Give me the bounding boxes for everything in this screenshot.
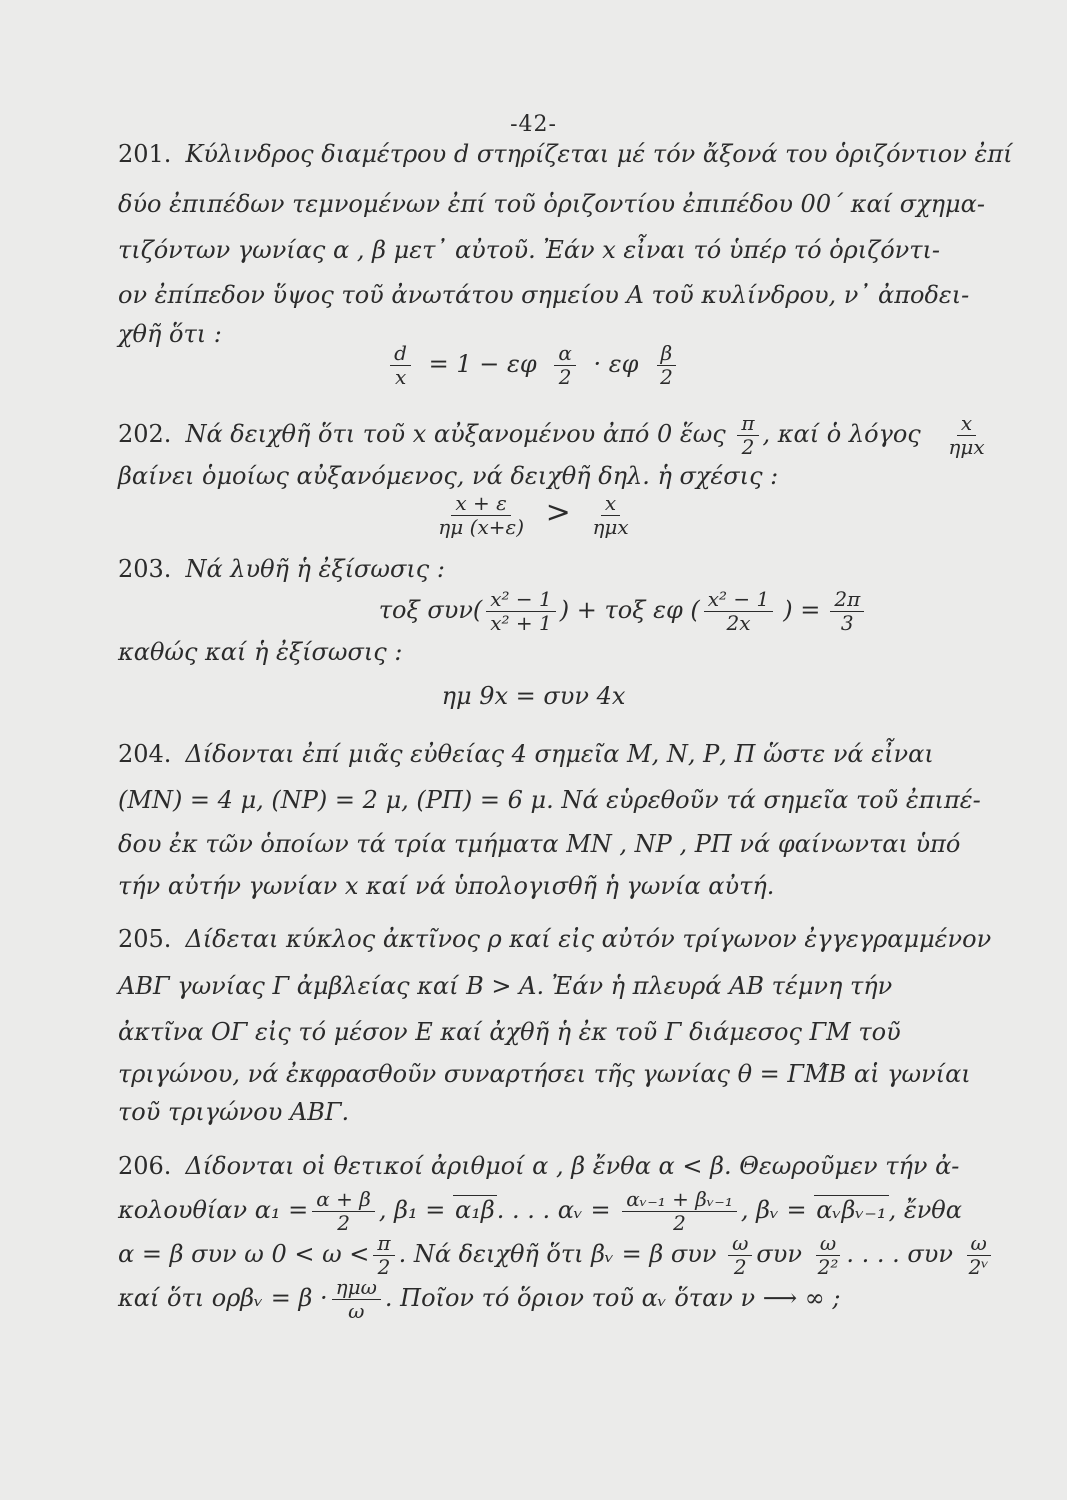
problem-206-line-1: 206. Δίδονται οἱ θετικοί ἀριθμοί α , β ἔνθα α < β. Θεωροῦμεν τήν ἀ- <box>118 1152 960 1180</box>
problem-204-line-1: 204. Δίδονται ἐπί μιᾶς εὐθείας 4 σημεῖα Μ, Ν, Ρ, Π ὥστε νά εἶναι <box>118 740 934 768</box>
problem-204-line-3: δου ἐκ τῶν ὁποίων τά τρία τμήματα ΜΝ , ΝΡ , ΡΠ νά φαίνωνται ὑπό <box>118 830 961 858</box>
problem-205-line-4: τριγώνου, νά ἐκφρασθοῦν συναρτήσει τῆς γωνίας θ = ΓΜ̂Β αἱ γωνίαι <box>118 1060 971 1088</box>
page-number: -42- <box>510 112 557 137</box>
problem-201-line-4: ον ἐπίπεδον ὕψος τοῦ ἀνωτάτου σημείου Α τοῦ κυλίνδρου, ν᾿ ἀποδει- <box>118 281 970 309</box>
problem-202-line-1: 202. Νά δειχθῆ ὅτι τοῦ x αὐξανομένου ἀπό 0 ἕως $\frac{\pi}{2}$ , καί ὁ λόγος $\frac{x}{\text{ημx}}$ <box>118 411 985 459</box>
problem-201-line-2: δύο ἐπιπέδων τεμνομένων ἐπί τοῦ ὁριζοντίου ἐπιπέδου 00΄ καί σχημα- <box>118 190 985 218</box>
problem-206-line-4: καί ὅτι ορβᵥ = β · $\frac{\text{ημω}}{\omega}$ . Ποῖον τό ὅριον τοῦ αᵥ ὅταν ν ⟶ ∞ ; <box>118 1275 841 1323</box>
problem-201-formula: $\frac{d}{x}$ = 1 − εφ $\frac{\alpha}{2}$ · εφ $\frac{\beta}{2}$ <box>0 342 1067 389</box>
problem-202-line-2: βαίνει ὁμοίως αὐξανόμενος, νά δειχθῆ δηλ. ἡ σχέσις : <box>118 462 779 490</box>
problem-203-equation-2: ημ 9x = συν 4x <box>441 682 626 710</box>
problem-203-line-2: καθώς καί ἡ ἐξίσωσις : <box>118 638 403 666</box>
problem-202-inequality: $\frac{x + \varepsilon}{\eta\mu (x+\varepsilon)}$ > $\frac{x}{\text{ημx}}$ <box>438 491 629 539</box>
problem-201-line-3: τιζόντων γωνίας α , β μετ᾿ αὐτοῦ. Ἐάν x εἶναι τό ὑπέρ τό ὁριζόντι- <box>118 236 941 264</box>
problem-206-line-2: κολουθίαν α₁ = $\frac{\alpha + \beta}{2}$ , β₁ = α₁β. . . . αᵥ = $\frac{\text{αᵥ₋₁ + βᵥ₋₁}}{2}$ , βᵥ = αᵥβᵥ₋₁, ἔνθα <box>118 1187 962 1235</box>
problem-number: 201. <box>118 140 172 168</box>
problem-206-line-3: α = β συν ω 0 < ω < $\frac{\pi}{2}$ . Νά δειχθῆ ὅτι βᵥ = β συν $\frac{\omega}{2}$ συν $\frac{\omega}{\text{2²}}$ . . . . συν $\frac{\omega}{\text{2ᵛ}}$ <box>118 1232 997 1279</box>
problem-205-line-5: τοῦ τριγώνου ΑΒΓ. <box>118 1098 350 1126</box>
problem-204-line-4: τήν αὐτήν γωνίαν x καί νά ὑπολογισθῆ ἡ γωνία αὐτή. <box>118 872 775 900</box>
problem-201-line-1: 201. Κύλινδρος διαμέτρου d στηρίζεται μέ τόν ἄξονά του ὁριζόντιον ἐπί <box>118 140 1013 168</box>
problem-204-line-2: (ΜΝ) = 4 μ, (ΝΡ) = 2 μ, (ΡΠ) = 6 μ. Νά εὑρεθοῦν τά σημεῖα τοῦ ἐπιπέ- <box>118 786 981 814</box>
problem-205-line-3: ἀκτῖνα ΟΓ εἰς τό μέσον Ε καί ἀχθῆ ἡ ἐκ τοῦ Γ διάμεσος ΓΜ τοῦ <box>118 1018 901 1046</box>
problem-203-line-1: 203. Νά λυθῆ ἡ ἐξίσωσις : <box>118 555 445 583</box>
problem-203-equation-1: τοξ συν( $\frac{\text{x² − 1}}{\text{x² + 1}}$ ) + τοξ εφ ( $\frac{\text{x² − 1}}{2x}$ ) = $\frac{2\pi}{3}$ <box>90 588 1067 635</box>
problem-201-line-5: χθῆ ὅτι : <box>118 320 222 348</box>
problem-205-line-1: 205. Δίδεται κύκλος ἀκτῖνος ρ καί εἰς αὐτόν τρίγωνον ἐγγεγραμμένον <box>118 925 992 953</box>
problem-205-line-2: ΑΒΓ γωνίας Γ ἀμβλείας καί Β > Α. Ἐάν ἡ πλευρά ΑΒ τέμνη τήν <box>118 972 893 1000</box>
